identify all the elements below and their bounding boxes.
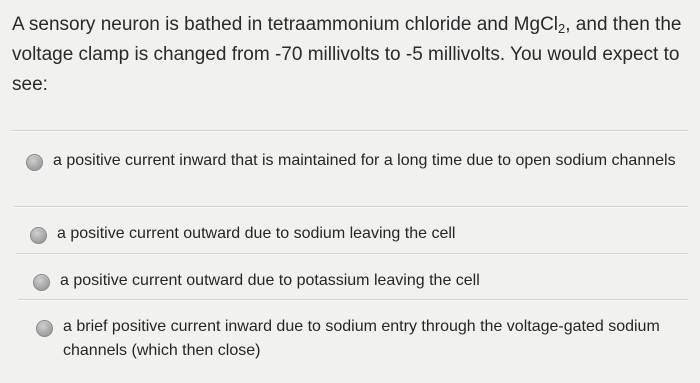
answer-option-label: a brief positive current inward due to sodium entry through the voltage-gated sodium channels (which then close) xyxy=(63,318,660,359)
question-text-part2: , and then the voltage clamp is changed from -70 millivolts to -5 millivolts. You would expect to see: xyxy=(12,14,682,95)
answer-option-label: a positive current outward due to sodium leaving the cell xyxy=(57,225,456,242)
radio-button-icon[interactable] xyxy=(36,320,53,337)
answer-option-3[interactable] xyxy=(33,269,673,293)
answer-option-label: a positive current outward due to potassium leaving the cell xyxy=(60,272,480,289)
question-subscript: 2 xyxy=(558,21,566,36)
divider xyxy=(14,206,688,208)
answer-option-2[interactable] xyxy=(30,222,670,246)
divider xyxy=(18,299,688,301)
radio-button-icon[interactable] xyxy=(26,154,43,171)
answer-option-1[interactable] xyxy=(26,149,676,173)
answer-option-4[interactable] xyxy=(36,315,666,363)
question-text xyxy=(12,10,682,100)
divider xyxy=(16,253,688,255)
radio-button-icon[interactable] xyxy=(30,227,47,244)
divider xyxy=(12,130,688,132)
question-text-part1: A sensory neuron is bathed in tetraammonium chloride and MgCl xyxy=(12,14,559,35)
answer-option-label: a positive current inward that is maintained for a long time due to open sodium channels xyxy=(53,152,676,169)
radio-button-icon[interactable] xyxy=(33,274,50,291)
